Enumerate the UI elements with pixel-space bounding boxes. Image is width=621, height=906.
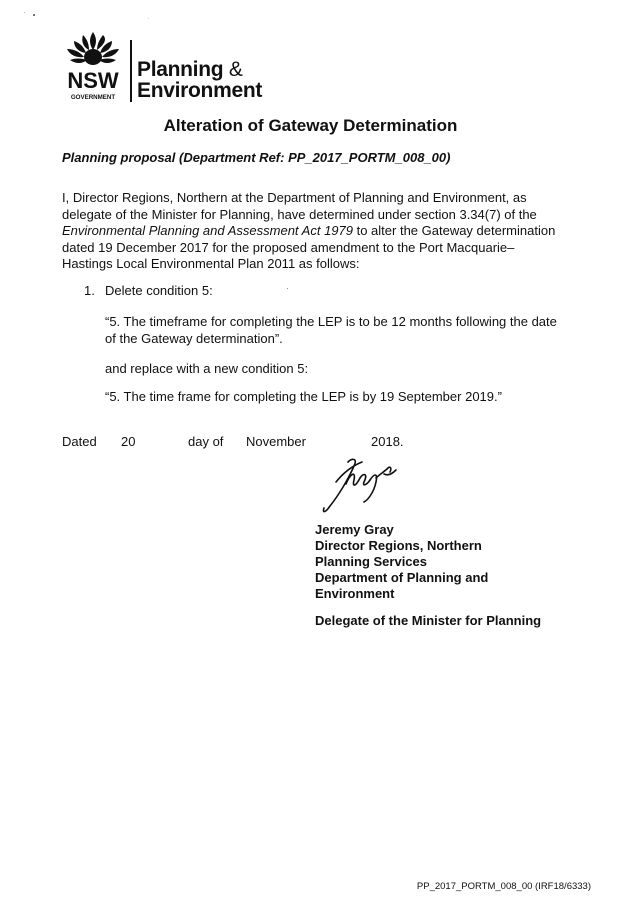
logo-planning-text: Planning [137, 58, 224, 81]
scan-speck [33, 14, 35, 16]
nsw-government-logo [62, 30, 124, 102]
scan-speck [148, 18, 149, 19]
signatory-name: Jeremy Gray [315, 522, 394, 537]
waratah-icon [62, 30, 124, 102]
signatory-title-line: Director Regions, Northern [315, 538, 482, 553]
replace-instruction: and replace with a new condition 5: [105, 361, 309, 376]
signatory-title-line: Planning Services [315, 554, 427, 569]
planning-proposal-reference: Planning proposal (Department Ref: PP_2017_PORTM_008_00) [62, 150, 451, 165]
logo-ampersand: & [228, 58, 243, 81]
signatory-title-line: Department of Planning and [315, 570, 489, 585]
delegate-line: Delegate of the Minister for Planning [315, 613, 542, 628]
paragraph-part2: to alter the Gateway determination dated 19 December 2017 for the proposed amendment to the Port Macquarie–Hastings Local Environmental Plan 2011 as follows: [62, 223, 556, 271]
dated-label: Dated [62, 434, 97, 449]
signatory-block [315, 522, 488, 602]
footer-reference: PP_2017_PORTM_008_00 (IRF18/6333) [416, 881, 591, 892]
dated-day-of: day of [188, 434, 224, 449]
determination-paragraph [62, 190, 562, 273]
svg-text:NSW: NSW [67, 68, 119, 93]
list-item-text: Delete condition 5: [105, 283, 213, 298]
new-condition-quote: “5. The time frame for completing the LEP is by 19 September 2019.” [105, 389, 502, 404]
dated-day: 20 [121, 434, 136, 449]
scan-speck [287, 288, 288, 289]
document-title: Alteration of Gateway Determination [163, 116, 458, 135]
svg-text:GOVERNMENT: GOVERNMENT [70, 94, 116, 101]
handwritten-signature [318, 452, 408, 520]
dated-year: 2018. [371, 434, 404, 449]
logo-divider [130, 40, 132, 102]
scan-speck [24, 12, 25, 13]
paragraph-part1: I, Director Regions, Northern at the Department of Planning and Environment, as delegate of the Minister for Planning, have determined under section 3.34(7) of the [62, 190, 537, 222]
act-name: Environmental Planning and Assessment Act 1979 [62, 223, 353, 238]
dated-month: November [246, 434, 306, 449]
list-item-number: 1. [84, 283, 95, 298]
signatory-title-line: Environment [315, 586, 395, 601]
logo-wordmark-line2: Environment [137, 79, 263, 102]
old-condition-quote: “5. The timeframe for completing the LEP is to be 12 months following the date of the Gateway determination”. [105, 314, 557, 346]
